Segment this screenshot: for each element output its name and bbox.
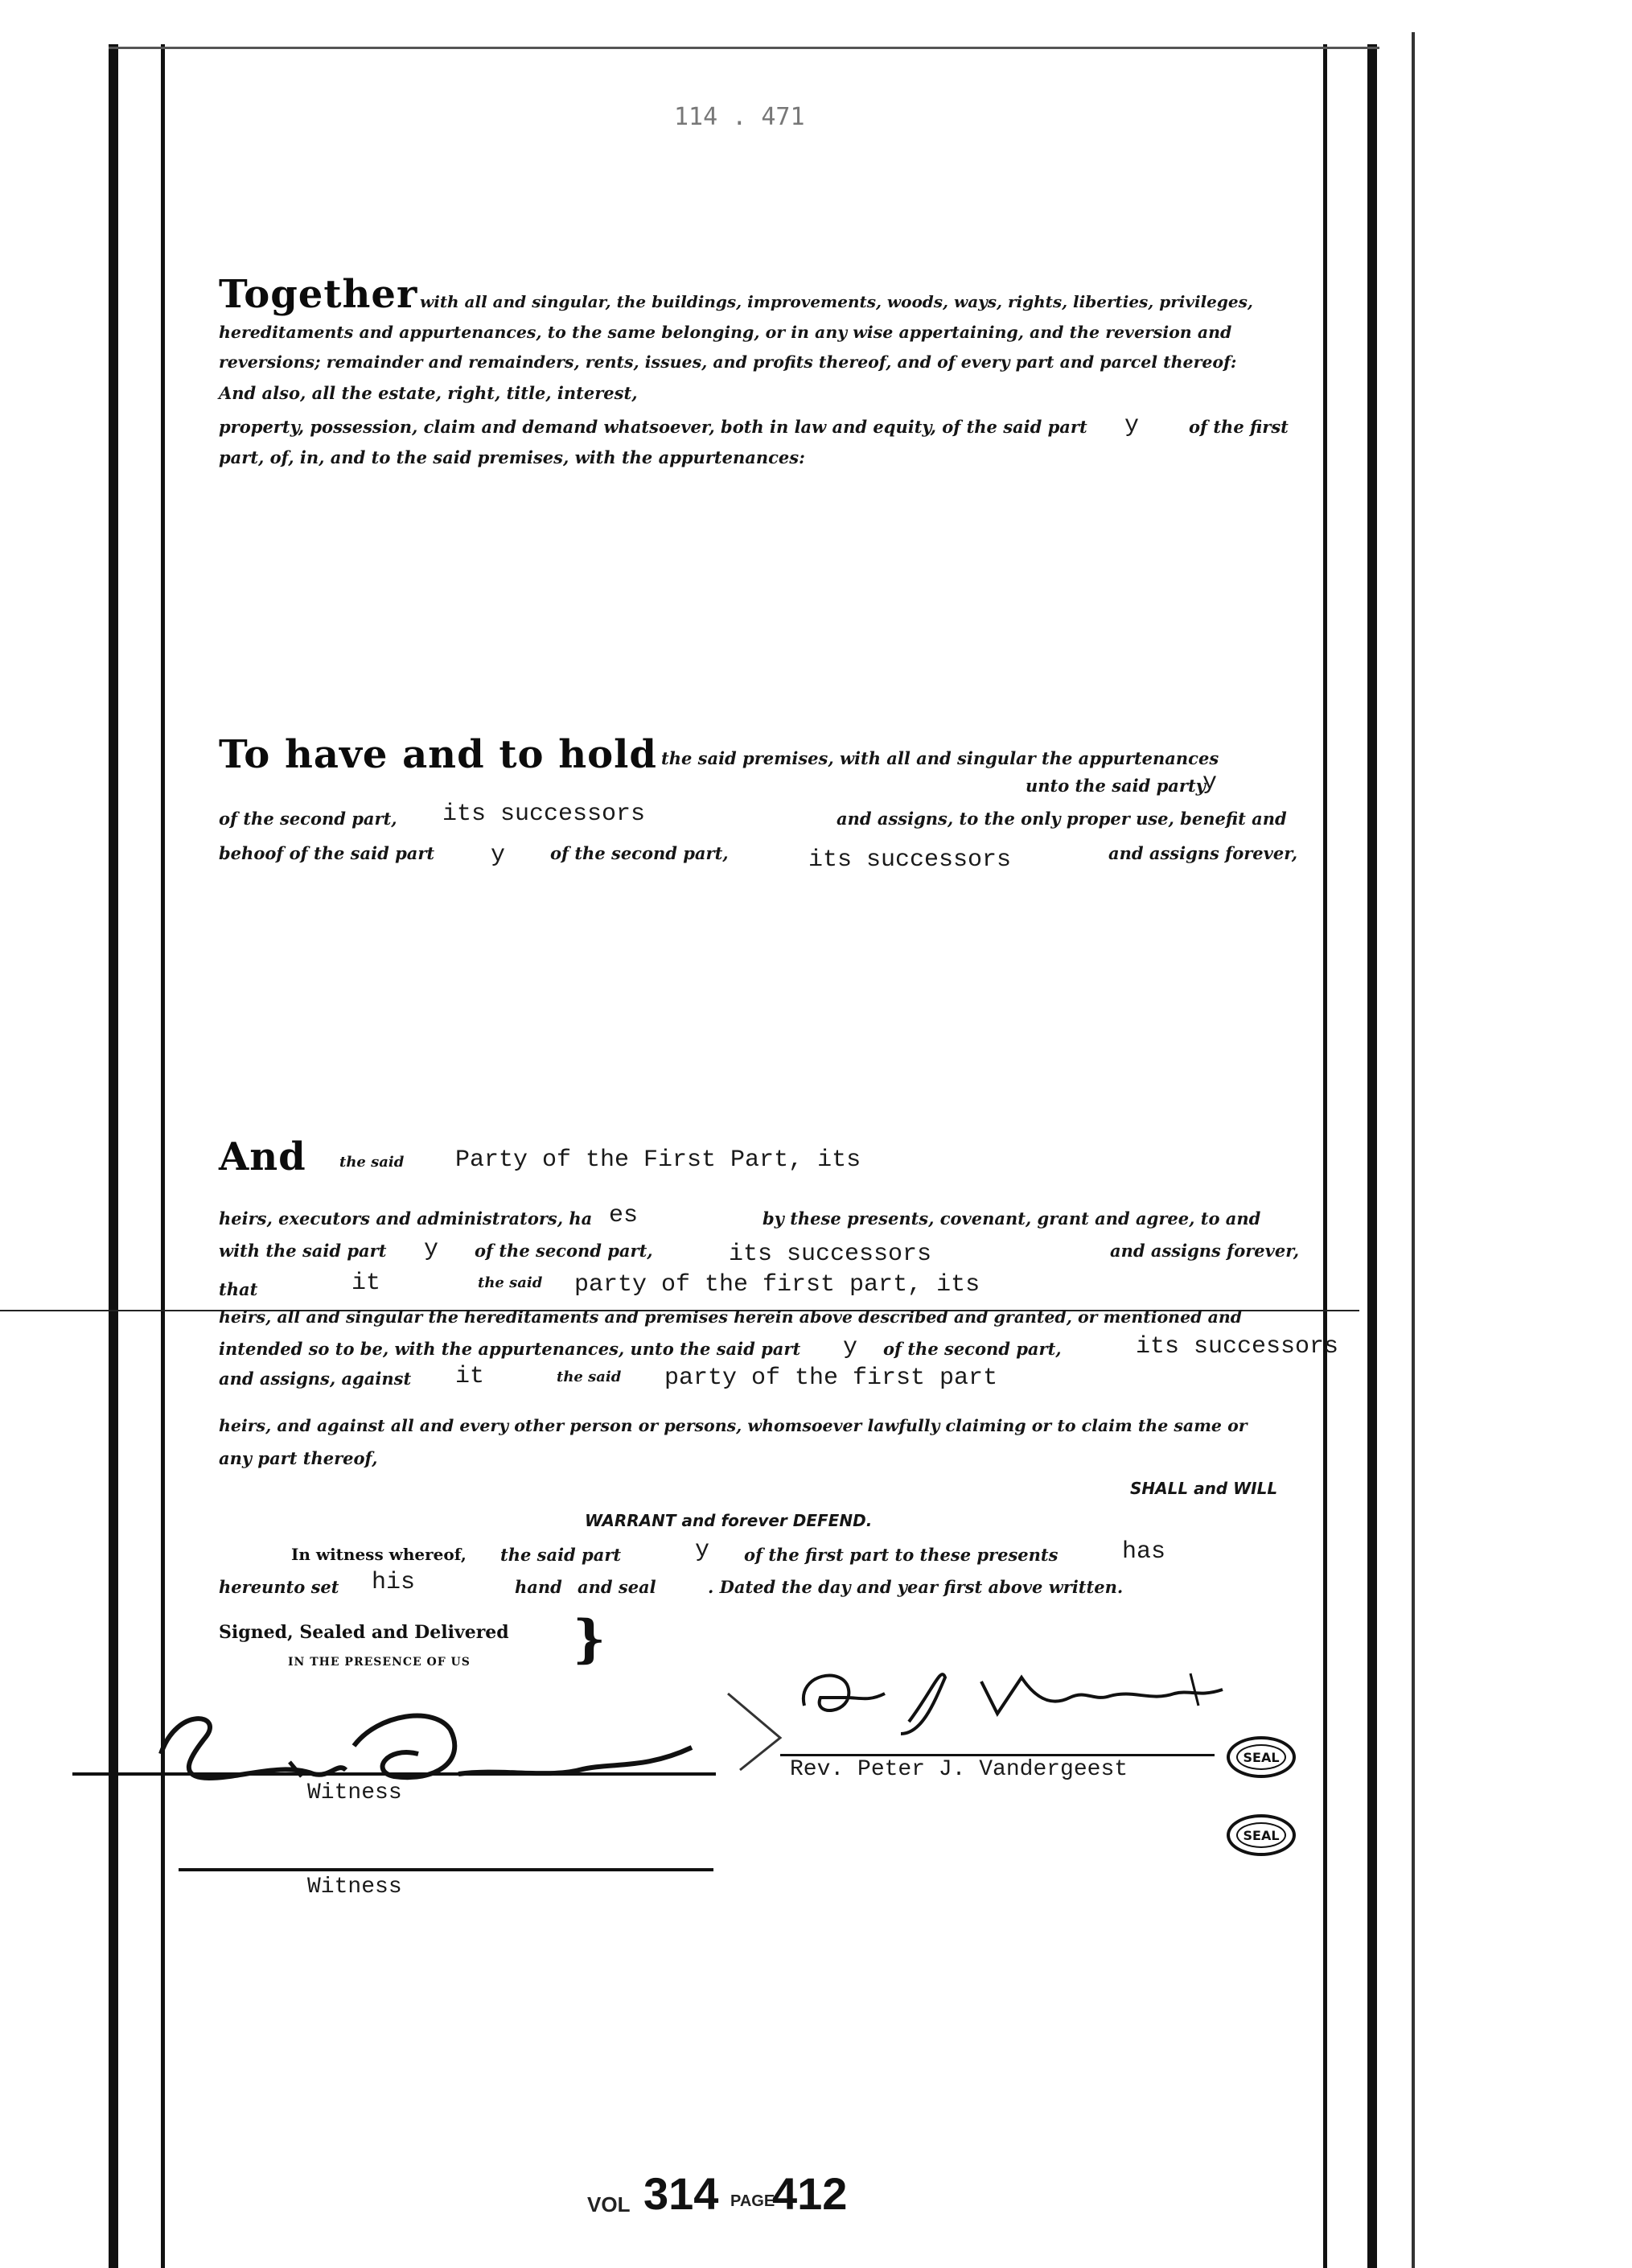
warranty-party-fill: Party of the First Part, its [455,1146,861,1174]
together-line-5a: property, possession, claim and demand whatsoever, both in law and equity, of the said part [219,417,1087,437]
grantor-signature [772,1657,1255,1746]
in-the-presence-of-us: IN THE PRESENCE OF US [288,1656,471,1669]
habendum-line-1: the said premises, with all and singular the appurtenances [661,748,1219,768]
testimonium-line-1a: the said part [500,1545,622,1565]
volume-number: 314 [643,2168,719,2219]
warranty-line-6a: and assigns, against [219,1369,412,1389]
warranty-line-3a: that [219,1279,258,1299]
together-line-2: hereditaments and appurtenances, to the same belonging, or in any wise appertaining, and the reversion and [219,323,1232,342]
together-line-5-fill: y [1124,412,1140,439]
left-border-outer [109,44,118,2268]
together-heading: Together [219,272,418,317]
right-border-outer [1367,44,1377,2268]
warranty-line-2a: with the said part [219,1241,387,1261]
together-line-1: with all and singular, the buildings, improvements, woods, ways, rights, liberties, privileges, [420,292,1253,311]
together-line-3: reversions; remainder and remainders, rents, issues, and profits thereof, and of every part and parcel thereof: [219,352,1237,372]
warranty-line-6-fill-2: party of the first part [664,1365,998,1392]
habendum-line-3-fill: its successors [442,801,646,828]
witness-1-label: Witness [307,1780,402,1805]
warranty-line-2-fill-2: its successors [729,1241,932,1268]
habendum-line-4a: behoof of the said part [219,843,435,863]
warranty-shall-will: SHALL and WILL [1130,1479,1278,1498]
habendum-line-2: unto the said party [1026,776,1206,796]
warranty-line-8: any part thereof, [219,1448,378,1468]
warranty-line-2c: and assigns forever, [1110,1241,1300,1261]
testimonium-line-2b: hand [515,1577,562,1597]
grantor-signature-line [780,1754,1215,1756]
witness-2-line [179,1868,713,1871]
testimonium-line-2a: hereunto set [219,1577,339,1597]
warranty-line-6b: the said [557,1369,622,1385]
right-border-inner [1323,44,1327,2268]
signed-sealed-delivered: Signed, Sealed and Delivered [219,1622,509,1643]
habendum-line-2-fill: y [1202,769,1218,796]
warranty-line-3-fill-1: it [351,1270,381,1297]
seal-1: SEAL [1227,1736,1296,1778]
habendum-line-4-fill-2: its successors [808,846,1012,874]
volume-label: VOL [587,2192,631,2217]
habendum-line-3a: of the second part, [219,809,397,829]
warranty-line-2-fill-1: y [424,1236,439,1263]
testimonium-line-1-fill-1: y [695,1537,710,1564]
warranty-heading: And [219,1134,306,1179]
warranty-line-1-fill: es [609,1202,639,1229]
testimonium-line-2c: and seal [578,1577,656,1597]
warranty-line-6-fill-1: it [455,1363,485,1390]
warranty-line-7: heirs, and against all and every other person or persons, whomsoever lawfully claiming or to claim the same or [219,1416,1248,1435]
witness-1-line [72,1772,716,1776]
warranty-line-5-fill-1: y [843,1334,858,1361]
habendum-line-3b: and assigns, to the only proper use, benefit and [837,809,1287,829]
warranty-warrant-defend: WARRANT and forever DEFEND. [585,1511,873,1530]
warranty-line-5b: of the second part, [883,1339,1062,1359]
page-label: PAGE [730,2192,775,2210]
page-number: 412 [772,2168,848,2219]
warranty-line-2b: of the second part, [475,1241,653,1261]
testimonium-line-2-fill: his [372,1569,416,1596]
warranty-line-3b: the said [478,1274,543,1291]
left-border-inner [161,44,165,2268]
testimonium-line-1b: of the first part to these presents [744,1545,1059,1565]
witness-2-label: Witness [307,1875,402,1900]
testimonium-line-2d: . Dated the day and year first above written. [708,1577,1124,1597]
together-line-5b: of the first [1189,417,1289,437]
testimonium-heading: In witness whereof, [291,1545,467,1564]
habendum-line-4-fill-1: y [491,842,506,869]
testimonium-line-1-fill-2: has [1122,1538,1166,1566]
grantor-name: Rev. Peter J. Vandergeest [790,1757,1128,1782]
habendum-line-4c: and assigns forever, [1108,843,1298,863]
seal-2: SEAL [1227,1814,1296,1856]
signed-brace: } [573,1609,606,1669]
top-mark: 114 . 471 [674,103,805,131]
together-line-6: part, of, in, and to the said premises, with the appurtenances: [219,447,805,467]
warranty-line-1a: heirs, executors and administrators, ha [219,1208,593,1229]
witness-1-signature [129,1681,740,1802]
warranty-line-3-fill-2: party of the first part, its [574,1271,980,1299]
habendum-heading: To have and to hold [219,732,657,777]
top-border-line [109,47,1379,49]
habendum-line-4b: of the second part, [550,843,729,863]
warranty-line-4: heirs, all and singular the hereditaments and premises herein above described and granted, or mentioned and [219,1307,1243,1327]
warranty-line-5a: intended so to be, with the appurtenances, unto the said part [219,1339,801,1359]
warranty-line-1b: by these presents, covenant, grant and agree, to and [763,1208,1261,1229]
right-border-edge [1412,32,1415,2268]
warranty-line-5-fill-2: its successors [1136,1333,1339,1360]
together-line-4: And also, all the estate, right, title, interest, [219,383,638,403]
warranty-said: the said [339,1154,405,1171]
